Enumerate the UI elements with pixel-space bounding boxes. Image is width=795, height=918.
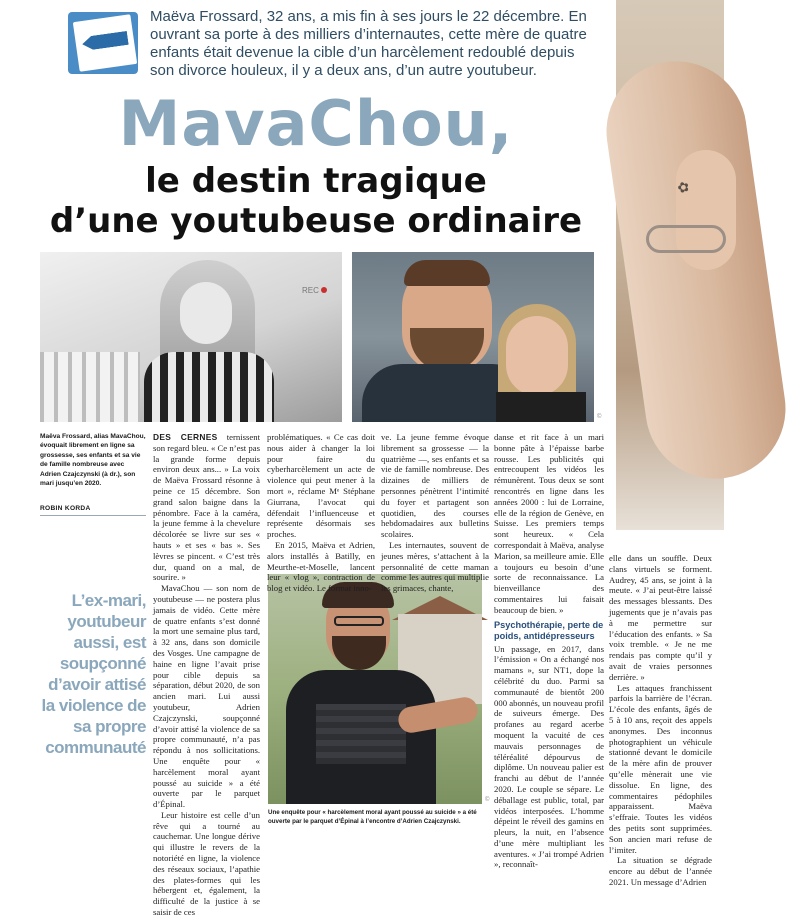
paragraph: MavaChou — son nom de youtubeuse — ne postera plus jamais de vidéo. Cette mère de quatre enfants s’est donné la mort une semaine plus tard, à 32 ans, dans son domicile des Vosges. Une campagne de haine en ligne l’avait prise pour cible depuis sa séparation, début 2020, de son ancien mari. Lui aussi youtubeur, Adrien Czajczynski, soupçonné d’avoir attisé la violence de sa propre communauté, n’a pas répondu à nos sollicitations. Une enquête pour « harcèlement moral ayant poussé au suicide » a été ouverte par le parquet d’Épinal. [153, 583, 260, 810]
photo-bracelet [646, 225, 726, 253]
paragraph: Un passage, en 2017, dans l’émission « On a échangé nos mamans », sur NT1, dope la célébrité du duo. Parmi sa communauté de bientôt 200 000 abonnés, un nouveau profil de suiveurs émerge. Des profanes au regard acerbe moquent la vacuité de ces mauvais personnages de téléréalité dépourvus de diplôme. Un nouveau palier est franchi au début de l’année 2020. Le couple se sépare. Le déballage est public, total, par vidéos interposées. L’homme dépeint le réveil des gamins en pleurs, la nuit, en l’absence d’une mère multipliant les aventures. « J’ai trompé Adrien », reconnaît- [494, 643, 604, 870]
pull-quote: L’ex-mari, youtubeur aussi, est soupçonné d’avoir attisé la violence de sa propre communauté [41, 591, 146, 757]
photo-arm [597, 52, 794, 487]
paragraph: Leur histoire est celle d’un rêve qui a tourné au cauchemar. Une longue dérive qui illustre le revers de la notoriété en ligne, la violence des réseaux sociaux, l’apathie des plates-formes qui les hébergent et, également, la difficulté de la justice à se saisir de ces [153, 809, 260, 918]
paragraph: elle dans un souffle. Deux clans virtuels se forment. Audrey, 45 ans, se joint à la meute. « J’ai peut-être laissé des messages blessants. Des jugements que je n’avais pas à me permettre sur l’éducation des enfants. » Sa voix tremble. « Je ne me rendais pas compte qu’il y avait de vraies personnes derrière. » [609, 553, 712, 682]
paragraph: Les internautes, souvent de jeunes mères, s’attachent à la personnalité de cette maman comme les autres qui multiplie les grimaces, chante, [381, 539, 489, 594]
photo3-caption: Une enquête pour « harcèlement moral ayant poussé au suicide » a été ouverte par le parquet d’Épinal à l’encontre d’Adrien Czajczynski. [268, 809, 477, 825]
intro-text: Maëva Frossard, 32 ans, a mis fin à ses jours le 22 décembre. En ouvrant sa porte à des milliers d’internautes, cette mère de quatre enfants était devenue la cible d’un harcèlement redoublé depuis son divorce houleux, il y a deux ans, d’un autre youtubeur. [150, 8, 587, 79]
photo-tattoo: ✿ [675, 179, 692, 198]
section-subhead: Psychothérapie, perte de poids, antidépresseurs [494, 619, 604, 641]
paragraph: problématiques. « Ce cas doit nous aider à changer la loi pour faire du cyberharcèlement un acte de violence qui peut mener à la mort », réclame Mᵉ Stéphane Giurrana, l’avocat qui défendait l’influenceuse et représente désormais ses proches. [267, 432, 375, 540]
photo2-credit: © [597, 414, 602, 420]
article-column-1 [153, 432, 261, 918]
headline-sub-line2: d’une youtubeuse ordinaire [49, 201, 583, 241]
paragraph: La situation se dégrade encore au début de l’année 2021. Un message d’Adrien [609, 855, 712, 887]
section-logo-icon [68, 12, 138, 74]
paragraph: Les attaques franchissent parfois la barrière de l’écran. L’école des enfants, âgés de 5 à 10 ans, reçoit des appels anonymes. Des inconnus photographient un véhicule stationné devant le domicile de la mère afin de prouver qu’elle mènerait une vie dissolue. En ligne, des commentaires pédophiles apparaissent. Maëva s’effraie. Toutes les vidéos des petits sont supprimées. Son ancien mari refuse de l’imiter. [609, 682, 712, 855]
byline: ROBIN KORDA [40, 505, 146, 516]
rec-indicator: REC [302, 286, 327, 295]
article-column-5 [609, 553, 712, 887]
photo-maeva-video [40, 252, 342, 422]
photo3-credit: © [485, 797, 490, 803]
photo-adrien [268, 574, 482, 804]
photo-couple [352, 252, 594, 422]
photo-caption: Maëva Frossard, alias MavaChou, évoquait librement en ligne sa grossesse, ses enfants et sa vie de famille nombreuse avec Adrien Czajczynski (à dr.), son mari jusqu’en 2020. [40, 433, 146, 488]
lead-in: DES CERNES [153, 432, 218, 442]
side-photo-arm [616, 0, 724, 530]
paragraph: En 2015, Maëva et Adrien, alors installés à Batilly, en Meurthe-et-Moselle, lancent leur « vlog », contraction de blog et vidéo. Le format inno- [267, 539, 375, 594]
headline-main: MavaChou, [118, 87, 514, 160]
article-column-3 [381, 432, 489, 594]
paragraph: danse et rit face à un mari bonne pâte à l’épaisse barbe rousse. Les publicités qui entrecoupent les vidéos les rémunèrent. Tous deux se sont rencontrés en ligne dans les années 2000 : lui de Lorraine, elle de la région de Genève, en Suisse. Les premiers temps sont heureux. « Cela correspondait à Maëva, analyse Marion, sa meilleure amie. Elle a toujours eu besoin d’une sorte de reconnaissance. La bienveillance des commentaires lui faisait beaucoup de bien. » [494, 432, 604, 615]
paragraph: ternissent son regard bleu. « Ce n’est pas la grande forme depuis environ deux ans... » La voix de Maëva Frossard résonne à peine ce 15 décembre. Son grand salon baigne dans la pénombre. Face à la caméra, la jeune femme à la chevelure décolorée se livre sur ses « hauts » et ses « bas ». Ses lèvres se pincent. « C’est très dur, quand on a mal, de sourire. » [153, 432, 261, 583]
headline-sub-line1: le destin tragique [145, 161, 487, 201]
paragraph: ve. La jeune femme évoque librement sa grossesse — la quatrième —, ses enfants et sa vie de famille nombreuse. Des dizaines de milliers de personnes pénètrent l’intimité du foyer et partagent son quotidien, des courses hebdomadaires aux bulletins scolaires. [381, 432, 489, 540]
article-column-2 [267, 432, 375, 594]
article-column-4 [494, 432, 604, 870]
